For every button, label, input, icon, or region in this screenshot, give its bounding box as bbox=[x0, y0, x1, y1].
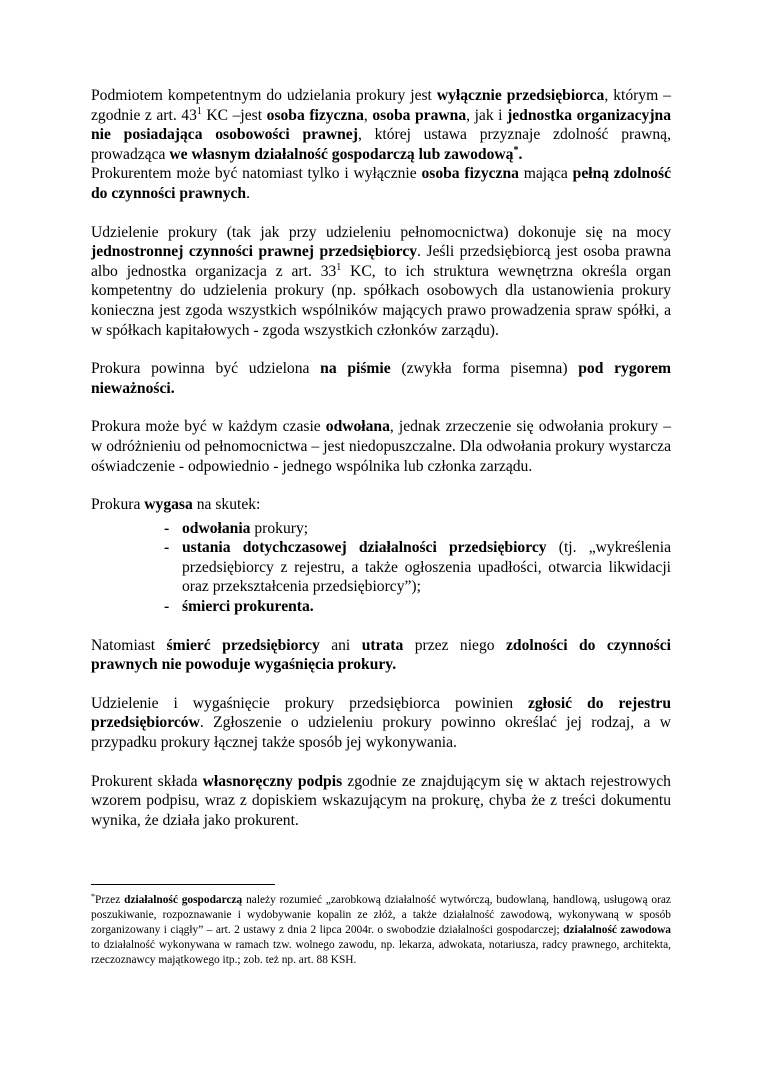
bold-text: osoba fizyczna bbox=[421, 165, 519, 183]
text: . bbox=[518, 145, 523, 163]
bold-text: zdolności do czynności prawnych nie powoduje wygaśnięcia prokury. bbox=[91, 636, 671, 674]
text: KC –jest bbox=[201, 106, 267, 124]
text: Prokura może być w każdym czasie bbox=[91, 418, 326, 436]
footnote-marker: * bbox=[91, 892, 95, 901]
bold-text: działalność zawodowa bbox=[563, 924, 672, 936]
text: , jak i bbox=[466, 106, 508, 124]
list-item bbox=[164, 597, 671, 617]
bold-text: pod rygorem nieważności bbox=[91, 360, 671, 397]
text: przez niego bbox=[403, 636, 507, 654]
list-item bbox=[164, 538, 671, 597]
text: . bbox=[246, 184, 250, 202]
superscript: 1 bbox=[196, 105, 202, 117]
text: Natomiast bbox=[91, 636, 167, 654]
text: , którym – zgodnie z art. 43 bbox=[91, 87, 671, 124]
bold-text: odwołana bbox=[325, 418, 390, 436]
bold-text: jednostronnej czynności prawnej przedsiębiorcy bbox=[91, 243, 418, 261]
paragraph-smierc bbox=[91, 636, 671, 675]
text: . bbox=[170, 379, 175, 397]
expiry-causes-list bbox=[91, 519, 671, 617]
text: na skutek: bbox=[192, 496, 261, 514]
superscript: 1 bbox=[336, 261, 342, 273]
text: . Zgłoszenie o udzieleniu prokury powinno określać jej rodzaj, a w przypadku prokury łącznej także sposób jej wykonywania. bbox=[91, 714, 671, 752]
bold-text: działalność gospodarczą bbox=[124, 894, 243, 906]
bold-text: osoba fizyczna bbox=[266, 106, 364, 124]
dash-bullet: - bbox=[164, 519, 170, 537]
text: . bbox=[309, 598, 314, 616]
bold-text: we własnym działalność gospodarczą lub zawodową bbox=[169, 145, 514, 163]
bold-text: utrata bbox=[361, 636, 404, 654]
bold-text: osoba prawna bbox=[372, 106, 467, 124]
paragraph-rejestr bbox=[91, 694, 671, 753]
text: zgodnie ze znajdującym się w aktach rejestrowych wzorem podpisu, wraz z dopiskiem wskazującym na prokurę, chyba że z treści dokumentu wynika, że działa jako prokurent. bbox=[91, 772, 671, 829]
bold-text: śmierć przedsiębiorcy bbox=[166, 636, 320, 654]
text: Prokura powinna być udzielona bbox=[91, 360, 321, 378]
footnote-reference[interactable]: * bbox=[513, 144, 519, 156]
footnote-separator bbox=[91, 884, 275, 885]
bold-text: śmierci prokurenta bbox=[182, 598, 310, 616]
text: mająca bbox=[518, 165, 573, 183]
paragraph-udzielenie bbox=[91, 223, 671, 341]
dash-bullet: - bbox=[164, 598, 170, 616]
text: należy rozumieć „zarobkową działalność wytwórczą, budowlaną, handlową, usługową oraz poszukiwanie, rozpoznawanie i wydobywanie kopalin ze złóż, a także działalność zawodową, wykonywaną w sposób zorganizowany i ciągły” – art. 2 ustawy z dnia 2 lipca 2004r. o swobodzie działalności gospodarczej; bbox=[91, 894, 671, 936]
text: Prokurentem może być natomiast tylko i wyłącznie bbox=[91, 165, 422, 183]
paragraph-forma bbox=[91, 359, 671, 398]
bold-text: wyłącznie przedsiębiorca bbox=[436, 87, 605, 104]
paragraph-odwolanie bbox=[91, 417, 671, 476]
bold-text: ustania dotychczasowej działalności przedsiębiorcy bbox=[182, 539, 547, 557]
text: , bbox=[363, 106, 373, 124]
text: Prokura bbox=[91, 496, 145, 514]
footnote bbox=[91, 893, 671, 968]
bold-text: jednostka organizacyjna nie posiadająca osobowości prawnej bbox=[91, 106, 672, 144]
paragraph-wygasa bbox=[91, 495, 671, 515]
bold-text: pełną zdolność do czynności prawnych bbox=[91, 165, 671, 202]
list-item bbox=[164, 519, 671, 539]
bold-text: na piśmie bbox=[320, 360, 391, 378]
bold-text: własnoręczny podpis bbox=[202, 772, 343, 790]
text: (tj. „wykreślenia przedsiębiorcy z rejestru, a także ogłoszenia upadłości, otwarcia likwidacji oraz przekształcenia przedsiębiorcy”); bbox=[182, 539, 671, 596]
text: ani bbox=[319, 636, 362, 654]
text: to działalność wykonywana w ramach tzw. wolnego zawodu, np. lekarza, adwokata, notariusza, radcy prawnego, architekta, rzeczoznawcy majątkowego itp.; zob. też np. art. 88 KSH. bbox=[91, 939, 671, 966]
text: , której ustawa przyznaje zdolność prawną, prowadząca bbox=[91, 126, 672, 163]
bold-text: zgłosić do rejestru przedsiębiorców bbox=[91, 694, 671, 732]
text: Prokurent składa bbox=[91, 772, 203, 790]
paragraph-podmiot bbox=[91, 86, 671, 204]
text: prokury; bbox=[250, 519, 309, 537]
document-body bbox=[91, 86, 671, 830]
text: Udzielenie i wygaśnięcie prokury przedsiębiorca powinien bbox=[91, 694, 528, 712]
text: , jednak zrzeczenie się odwołania prokury – w odróżnieniu od pełnomocnictwa – jest niedopuszczalne. Dla odwołania prokury wystarcza oświadczenie - odpowiednio - jednego wspólnika lub członka zarządu. bbox=[91, 418, 671, 475]
text: KC, to ich struktura wewnętrzna określa organ kompetentny do udzielenia prokury (np. spółkach osobowych dla ustanowienia prokury konieczna jest zgoda wszystkich wspólników mających prawo prowadzenia spraw spółki, a w spółkach kapitałowych - zgoda wszystkich członków zarządu). bbox=[91, 262, 671, 339]
text: Podmiotem kompetentnym do udzielania prokury jest bbox=[91, 87, 437, 104]
paragraph-podpis bbox=[91, 772, 671, 831]
text: (zwykła forma pisemna) bbox=[390, 360, 579, 378]
bold-text: wygasa bbox=[144, 496, 193, 514]
text: . Jeśli przedsiębiorcą jest osoba prawna albo jednostka organizacja z art. 33 bbox=[91, 243, 671, 280]
dash-bullet: - bbox=[164, 539, 170, 557]
text: Udzielenie prokury (tak jak przy udzieleniu pełnomocnictwa) dokonuje się na mocy bbox=[91, 223, 671, 241]
text: Przez bbox=[95, 894, 125, 906]
bold-text: odwołania bbox=[182, 519, 251, 537]
